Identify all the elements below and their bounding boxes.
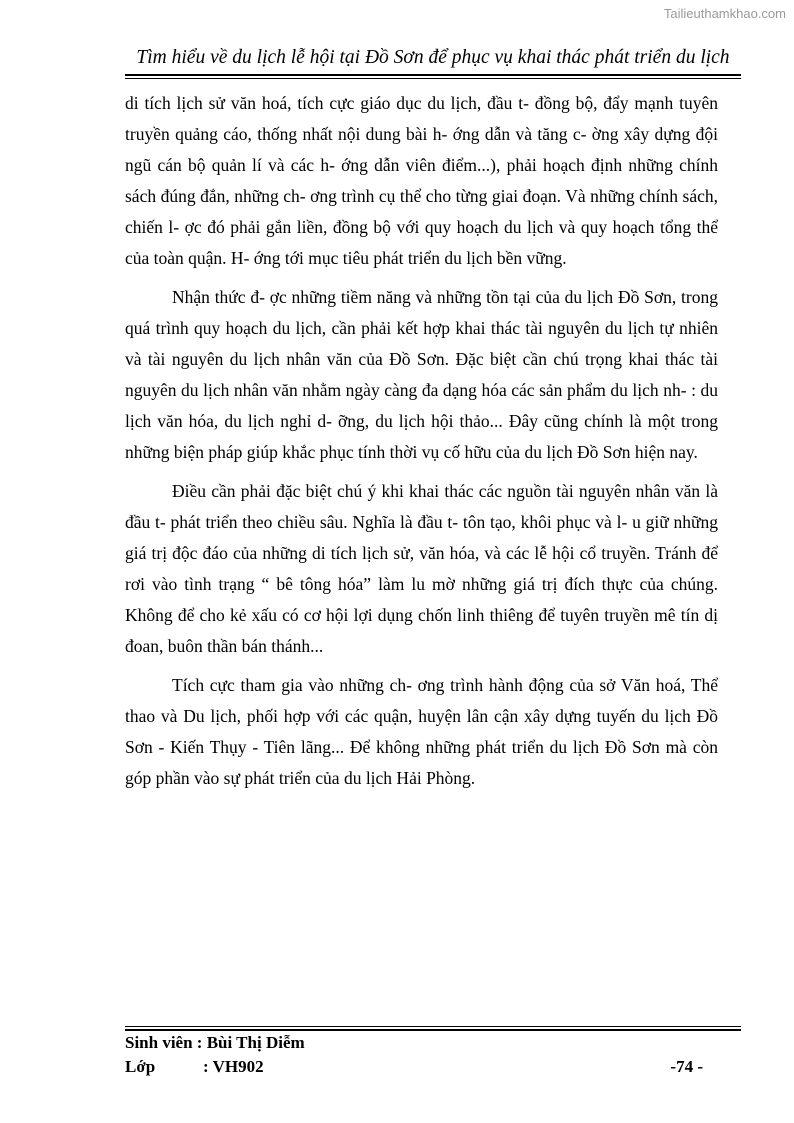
header-rule-thick [125,74,741,76]
running-header: Tìm hiểu về du lịch lễ hội tại Đồ Sơn để phục vụ khai thác phát triển du lịch [136,47,730,68]
page-number: -74 - [670,1057,703,1076]
student-name: Sinh viên : Bùi Thị Diễm [125,1033,305,1052]
paragraph: Điều cần phải đặc biệt chú ý khi khai thác các nguồn tài nguyên nhân văn là đầu t- phát triển theo chiều sâu. Nghĩa là đầu t- tôn tạo, khôi phục và l- u giữ những giá trị độc đáo của những di tích lịch sử, văn hóa, và các lễ hội cổ truyền. Tránh để rơi vào tình trạng “ bê tông hóa” làm lu mờ những giá trị đích thực của chúng. Không để cho kẻ xấu có cơ hội lợi dụng chốn linh thiêng để tuyên truyền mê tín dị đoan, buôn thần bán thánh... [125,481,718,656]
paragraph: di tích lịch sử văn hoá, tích cực giáo dục du lịch, đầu t- đồng bộ, đẩy mạnh tuyên truyền quảng cáo, thống nhất nội dung bài h- ớng dẫn và tăng c- ờng xây dựng đội ngũ cán bộ quản lí và các h- ớng dẫn viên điểm...), phải hoạch định những chính sách đúng đắn, những ch- ơng trình cụ thể cho từng giai đoạn. Và những chính sách, chiến l- ợc đó phải gắn liền, đồng bộ với quy hoạch du lịch và quy hoạch tổng thể của toàn quận. H- ớng tới mục tiêu phát triển du lịch bền vững. [125,93,718,268]
class-value: : VH902 [203,1057,264,1076]
paragraph: Tích cực tham gia vào những ch- ơng trình hành động của sở Văn hoá, Thể thao và Du lịch, phối hợp với các quận, huyện lân cận xây dựng tuyến du lịch Đồ Sơn - Kiến Thụy - Tiên lãng... Để không những phát triển du lịch Đồ Sơn mà còn góp phần vào sự phát triển của du lịch Hải Phòng. [125,675,718,788]
paragraph: Nhận thức đ- ợc những tiềm năng và những tồn tại của du lịch Đồ Sơn, trong quá trình quy hoạch du lịch, cần phải kết hợp khai thác tài nguyên du lịch tự nhiên và tài nguyên du lịch nhân văn của Đồ Sơn. Đặc biệt cần chú trọng khai thác tài nguyên du lịch nhân văn nhằm ngày càng đa dạng hóa các sản phẩm du lịch nh- : du lịch văn hóa, du lịch nghỉ d- ỡng, du lịch hội thảo... Đây cũng chính là một trong những biện pháp giúp khắc phục tính thời vụ cố hữu của du lịch Đồ Sơn hiện nay. [125,287,718,462]
footer-rule-thin [125,1026,741,1027]
class-label: Lớp [125,1057,156,1076]
watermark: Tailieuthamkhao.com [663,6,786,21]
header-rule-thin [125,78,741,79]
footer-rule-thick [125,1029,741,1031]
body-text [125,88,718,802]
